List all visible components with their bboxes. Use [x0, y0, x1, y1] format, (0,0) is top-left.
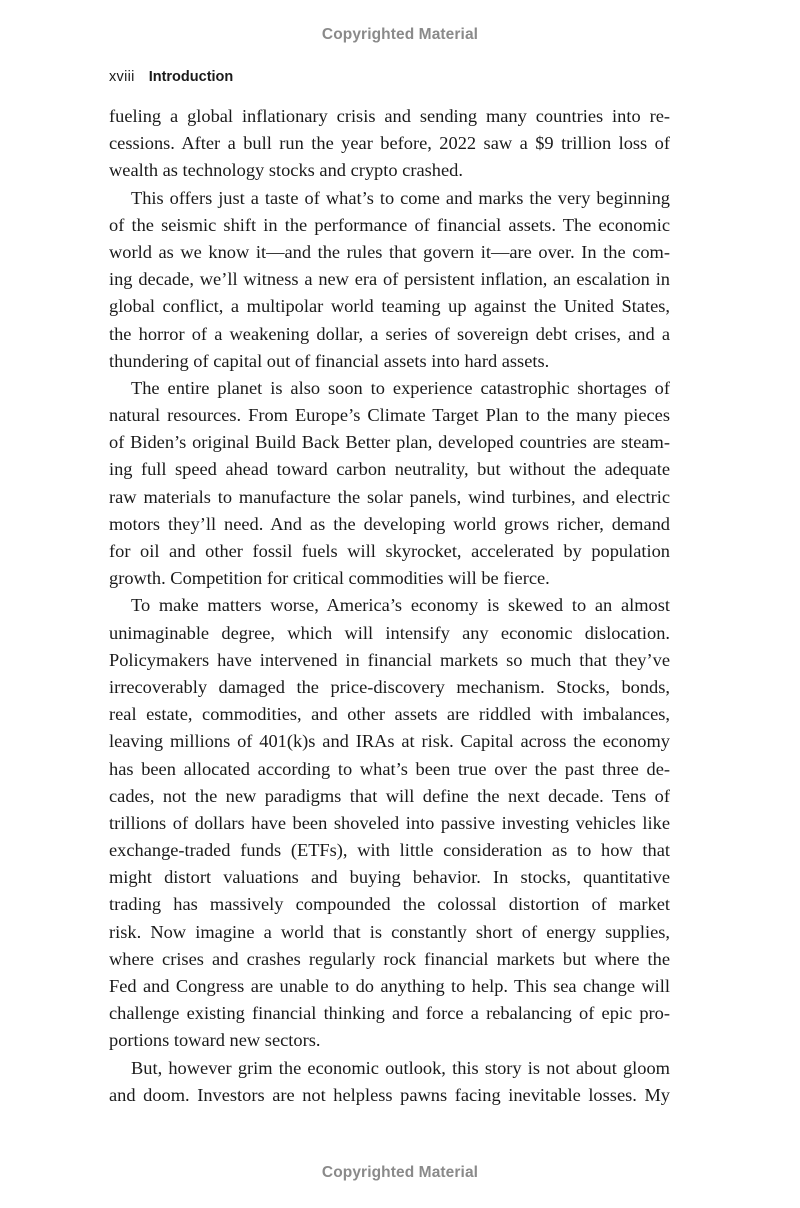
text-line: challenge existing financial thinking and force a rebalancing of epic pro-: [109, 1003, 670, 1024]
text-line: ing full speed ahead toward carbon neutrality, but without the adequate: [109, 459, 670, 480]
text-line: raw materials to manufacture the solar panels, wind turbines, and electric: [109, 486, 670, 507]
running-head: [109, 69, 233, 85]
body-text: [109, 103, 670, 1109]
text-line: cessions. After a bull run the year before, 2022 saw a $9 trillion loss of: [109, 133, 670, 154]
text-line: To make matters worse, America’s economy is skewed to an almost: [131, 595, 670, 616]
text-line: growth. Competition for critical commodities will be fierce.: [109, 568, 550, 589]
text-line: Policymakers have intervened in financial markets so much that they’ve: [109, 649, 670, 670]
text-line: where crises and crashes regularly rock financial markets but where the: [109, 948, 670, 969]
text-line: motors they’ll need. And as the developing world grows richer, demand: [109, 513, 670, 534]
page-number: xviii: [109, 69, 135, 85]
text-line: and doom. Investors are not helpless pawns facing inevitable losses. My: [109, 1084, 670, 1105]
text-line: exchange-traded funds (ETFs), with little consideration as to how that: [109, 840, 670, 861]
text-line: unimaginable degree, which will intensify any economic dislocation.: [109, 622, 670, 643]
text-line: world as we know it—and the rules that govern it—are over. In the com-: [109, 241, 670, 262]
text-line: But, however grim the economic outlook, this story is not about gloom: [131, 1057, 670, 1078]
text-line: cades, not the new paradigms that will define the next decade. Tens of: [109, 785, 670, 806]
text-line: ing decade, we’ll witness a new era of persistent inflation, an escalation in: [109, 269, 670, 290]
header-watermark: Copyrighted Material: [321, 26, 479, 43]
text-line: for oil and other fossil fuels will skyrocket, accelerated by population: [109, 541, 670, 561]
text-line: fueling a global inflationary crisis and sending many countries into re-: [109, 106, 670, 126]
text-line: trading has massively compounded the colossal distortion of market: [109, 894, 670, 915]
text-line: portions toward new sectors.: [109, 1030, 321, 1051]
text-line: trillions of dollars have been shoveled into passive investing vehicles like: [109, 812, 670, 833]
text-line: real estate, commodities, and other assets are riddled with imbalances,: [109, 704, 670, 725]
text-line: of the seismic shift in the performance of financial assets. The economic: [109, 214, 670, 235]
text-line: thundering of capital out of financial assets into hard assets.: [109, 350, 550, 371]
text-line: The entire planet is also soon to experience catastrophic shortages of: [131, 377, 670, 398]
text-line: risk. Now imagine a world that is constantly short of energy supplies,: [109, 921, 670, 942]
text-line: might distort valuations and buying behavior. In stocks, quantitative: [109, 867, 670, 888]
section-title: Introduction: [148, 69, 234, 85]
text-line: of Biden’s original Build Back Better plan, developed countries are steam-: [109, 432, 670, 453]
text-line: global conflict, a multipolar world teaming up against the United States,: [109, 296, 670, 317]
text-line: natural resources. From Europe’s Climate Target Plan to the many pieces: [109, 405, 670, 426]
text-line: Fed and Congress are unable to do anything to help. This sea change will: [109, 976, 670, 996]
text-line: the horror of a weakening dollar, a series of sovereign debt crises, and a: [109, 323, 670, 344]
text-line: irrecoverably damaged the price-discovery mechanism. Stocks, bonds,: [109, 676, 670, 697]
text-line: wealth as technology stocks and crypto crashed.: [109, 160, 463, 181]
text-line: leaving millions of 401(k)s and IRAs at risk. Capital across the economy: [109, 731, 670, 752]
text-line: has been allocated according to what’s been true over the past three de-: [109, 758, 670, 779]
text-line: This offers just a taste of what’s to come and marks the very beginning: [131, 187, 670, 208]
footer-watermark: Copyrighted Material: [321, 1164, 479, 1181]
